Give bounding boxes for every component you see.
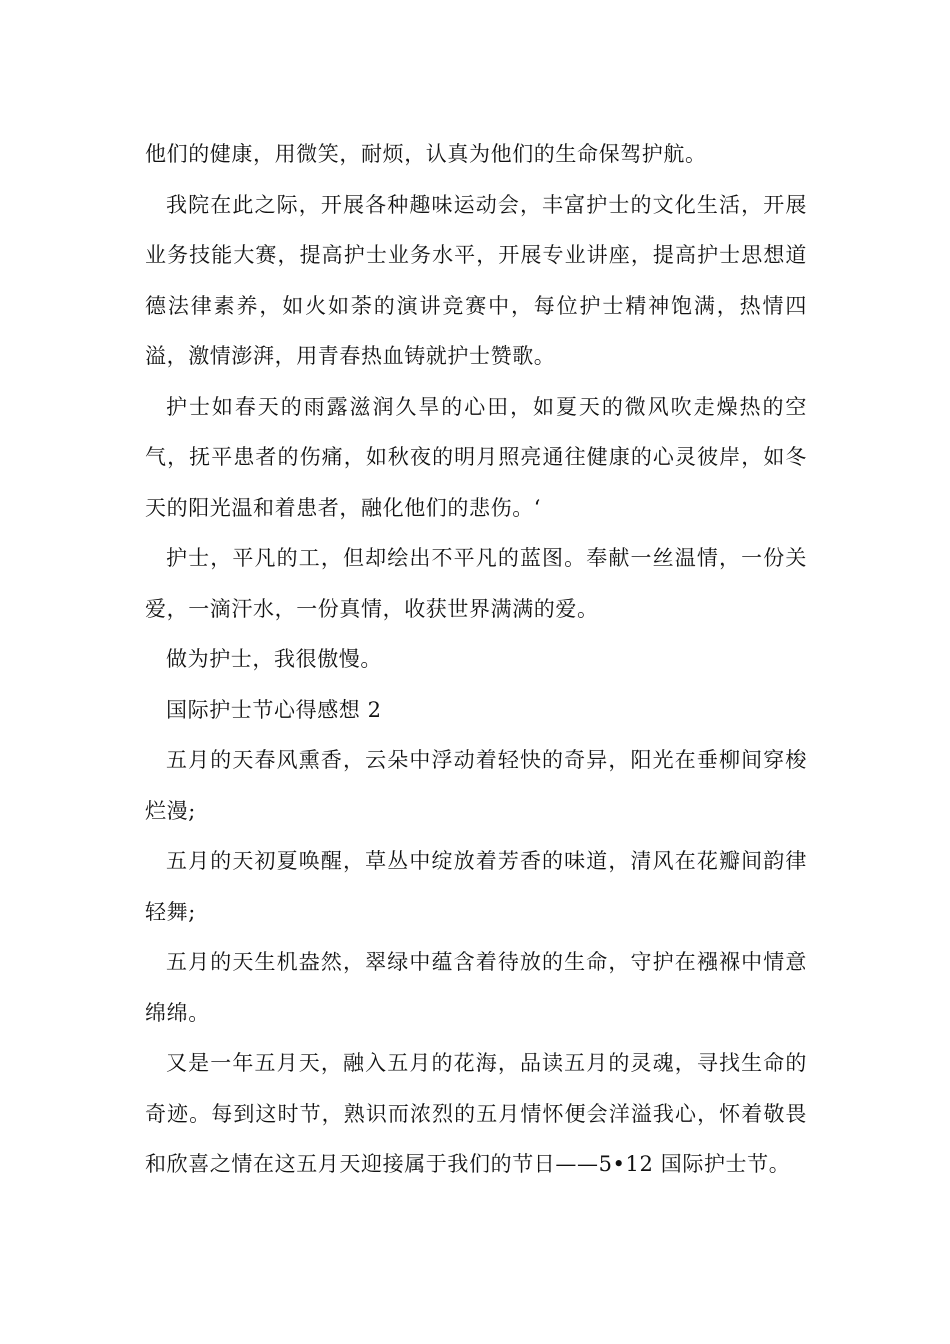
paragraph-7: 五月的天春风熏香，云朵中浮动着轻快的奇异，阳光在垂柳间穿梭烂漫; [145,748,807,823]
paragraph-2: 我院在此之际，开展各种趣味运动会，丰富护士的文化生活，开展业务技能大赛，提高护士业务水平，开展专业讲座，提高护士思想道德法律素养，如火如荼的演讲竞赛中，每位护士精神饱满，热情四溢，激情澎湃，用青春热血铸就护士赞歌。 [145,192,807,368]
paragraph-9: 五月的天生机盎然，翠绿中蕴含着待放的生命，守护在襁褓中情意绵绵。 [145,950,807,1025]
paragraph-3: 护士如春天的雨露滋润久旱的心田，如夏天的微风吹走燥热的空气，抚平患者的伤痛，如秋夜的明月照亮通往健康的心灵彼岸，如冬天的阳光温和着患者，融化他们的悲伤。‘ [145,394,807,520]
paragraph-10: 又是一年五月天，融入五月的花海，品读五月的灵魂，寻找生命的奇迹。每到这时节，熟识而浓烈的五月情怀便会洋溢我心，怀着敬畏和欣喜之情在这五月天迎接属于我们的节日——5•12 国际护士节。 [145,1051,807,1176]
paragraph-8: 五月的天初夏唤醒，草丛中绽放着芳香的味道，清风在花瓣间韵律轻舞; [145,849,807,924]
section-heading: 国际护士节心得感想 2 [166,697,382,722]
paragraph-5: 做为护士，我很傲慢。 [166,647,382,671]
document-body [145,129,807,1190]
paragraph-4: 护士，平凡的工，但却绘出不平凡的蓝图。奉献一丝温情，一份关爱，一滴汗水，一份真情，收获世界满满的爱。 [145,546,807,621]
paragraph-1: 他们的健康，用微笑，耐烦，认真为他们的生命保驾护航。 [145,142,707,166]
